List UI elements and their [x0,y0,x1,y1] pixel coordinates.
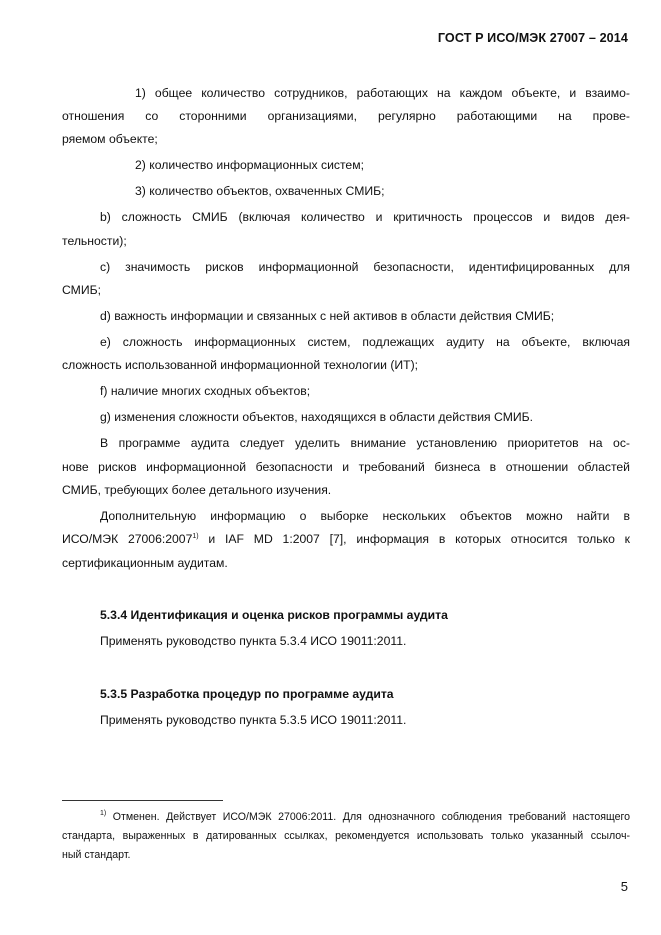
list-item-text: отношения со сторонними организациями, регулярно работающими на прове- [62,109,630,123]
list-item-text: 1) общее количество сотрудников, работающих на каждом объекте, и взаимо- [135,86,630,100]
list-item-text: СМИБ; [62,283,101,297]
section-heading-5-3-4: 5.3.4 Идентификация и оценка рисков программы аудита [100,608,448,622]
footnote-line: ный стандарт. [62,849,131,861]
footnote-line: стандарта, выраженных в датированных ссылках, рекомендуется использовать только указанный ссылоч- [62,830,630,842]
list-item-text: 2) количество информационных систем; [135,158,364,172]
footnote-text: Отменен. Действует ИСО/МЭК 27006:2011. Для однозначного соблюдения требований настоящего [106,811,630,823]
list-item-text: ряемом объекте; [62,132,158,146]
page-number: 5 [620,879,628,894]
list-item-text: c) значимость рисков информационной безопасности, идентифицированных для [100,260,630,274]
section-heading-5-3-5: 5.3.5 Разработка процедур по программе аудита [100,687,394,701]
list-item-text: b) сложность СМИБ (включая количество и критичность процессов и видов дея- [100,210,630,224]
list-item-text: e) сложность информационных систем, подлежащих аудиту на объекте, включая [100,335,630,349]
list-item-text: f) наличие многих сходных объектов; [100,384,311,398]
list-item-text: тельности); [62,234,127,248]
list-item-text: 3) количество объектов, охваченных СМИБ; [135,184,385,198]
reference-text: ИСО/МЭК 27006:2007 [62,532,193,546]
paragraph-text: В программе аудита следует уделить внимание установлению приоритетов на ос- [100,436,630,450]
list-item-text: g) изменения сложности объектов, находящихся в области действия СМИБ. [100,410,533,424]
paragraph-text [62,531,630,547]
footnote-mark: 1) [100,810,107,817]
paragraph-text: СМИБ, требующих более детального изучения. [62,483,332,497]
paragraph-text: сертификационным аудитам. [62,556,228,570]
paragraph-text: Дополнительную информацию о выборке нескольких объектов можно найти в [100,509,630,523]
footnote-divider [62,800,223,801]
list-item-text: d) важность информации и связанных с ней активов в области действия СМИБ; [100,309,555,323]
footnote-reference[interactable]: 1) [192,533,199,540]
section-text-5-3-4: Применять руководство пункта 5.3.4 ИСО 19011:2011. [100,634,407,648]
paragraph-text: нове рисков информационной безопасности и требований бизнеса в отношении областей [62,460,630,474]
reference-text: и IAF MD 1:2007 [7], информация в которых относится только к [198,532,630,546]
footnote-line [100,810,630,824]
list-item-text: сложность использованной информационной технологии (ИТ); [62,358,419,372]
document-header: ГОСТ Р ИСО/МЭК 27007 – 2014 [437,31,628,45]
section-text-5-3-5: Применять руководство пункта 5.3.5 ИСО 19011:2011. [100,713,407,727]
